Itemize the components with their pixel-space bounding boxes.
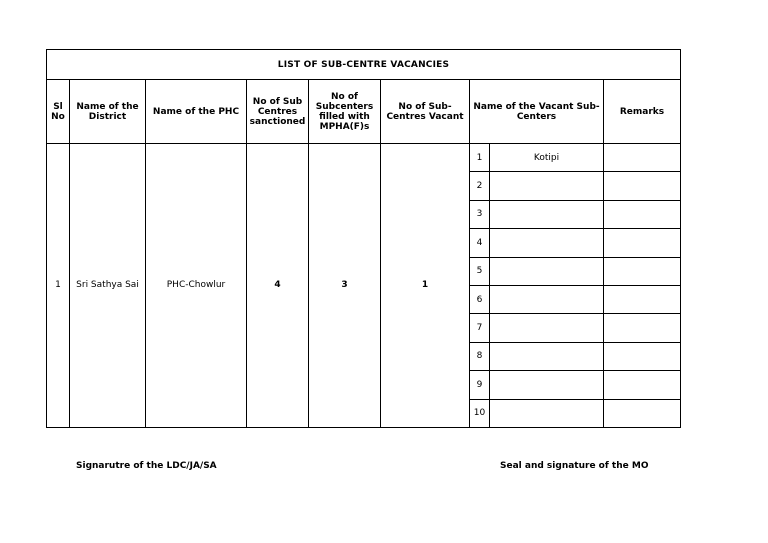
vacancy-number: 1 [470,144,490,172]
vacancy-number: 5 [470,257,490,285]
vacancy-number: 2 [470,172,490,200]
signature-ldc-label: Signarutre of the LDC/JA/SA [76,461,217,471]
vacancy-number: 8 [470,342,490,370]
vacancy-name [490,399,604,427]
vacancy-remarks [604,342,681,370]
vacancy-remarks [604,399,681,427]
vacancy-name [490,342,604,370]
vacancy-name [490,314,604,342]
vacancy-number: 10 [470,399,490,427]
vacancy-number: 9 [470,371,490,399]
cell-sl-no: 1 [47,144,70,428]
vacancy-remarks [604,257,681,285]
vacancy-name [490,229,604,257]
header-row [47,80,681,144]
vacancy-remarks [604,371,681,399]
signature-mo-label: Seal and signature of the MO [500,461,649,471]
vacancy-name: Kotipi [490,144,604,172]
vacancy-remarks [604,144,681,172]
table-row [47,144,681,172]
vacancy-remarks [604,285,681,313]
vacancy-table [46,49,681,428]
vacancy-name [490,285,604,313]
header-remarks: Remarks [604,80,681,144]
header-filled: No of Subcenters filled with MPHA(F)s [309,80,381,144]
cell-sanctioned: 4 [247,144,309,428]
header-phc: Name of the PHC [146,80,247,144]
vacancy-name [490,371,604,399]
vacancy-number: 6 [470,285,490,313]
vacancy-name [490,257,604,285]
header-sanctioned: No of Sub Centres sanctioned [247,80,309,144]
vacancy-number: 4 [470,229,490,257]
page-title: LIST OF SUB-CENTRE VACANCIES [47,50,681,80]
vacancy-number: 7 [470,314,490,342]
vacancy-name [490,200,604,228]
vacancy-remarks [604,200,681,228]
header-sl-no: Sl No [47,80,70,144]
header-vacant-names: Name of the Vacant Sub-Centers [470,80,604,144]
header-district: Name of the District [70,80,146,144]
vacancy-remarks [604,172,681,200]
cell-phc: PHC-Chowlur [146,144,247,428]
cell-district: Sri Sathya Sai [70,144,146,428]
cell-vacant: 1 [381,144,470,428]
header-vacant: No of Sub-Centres Vacant [381,80,470,144]
cell-filled: 3 [309,144,381,428]
vacancy-remarks [604,229,681,257]
vacancy-number: 3 [470,200,490,228]
vacancy-name [490,172,604,200]
vacancy-remarks [604,314,681,342]
